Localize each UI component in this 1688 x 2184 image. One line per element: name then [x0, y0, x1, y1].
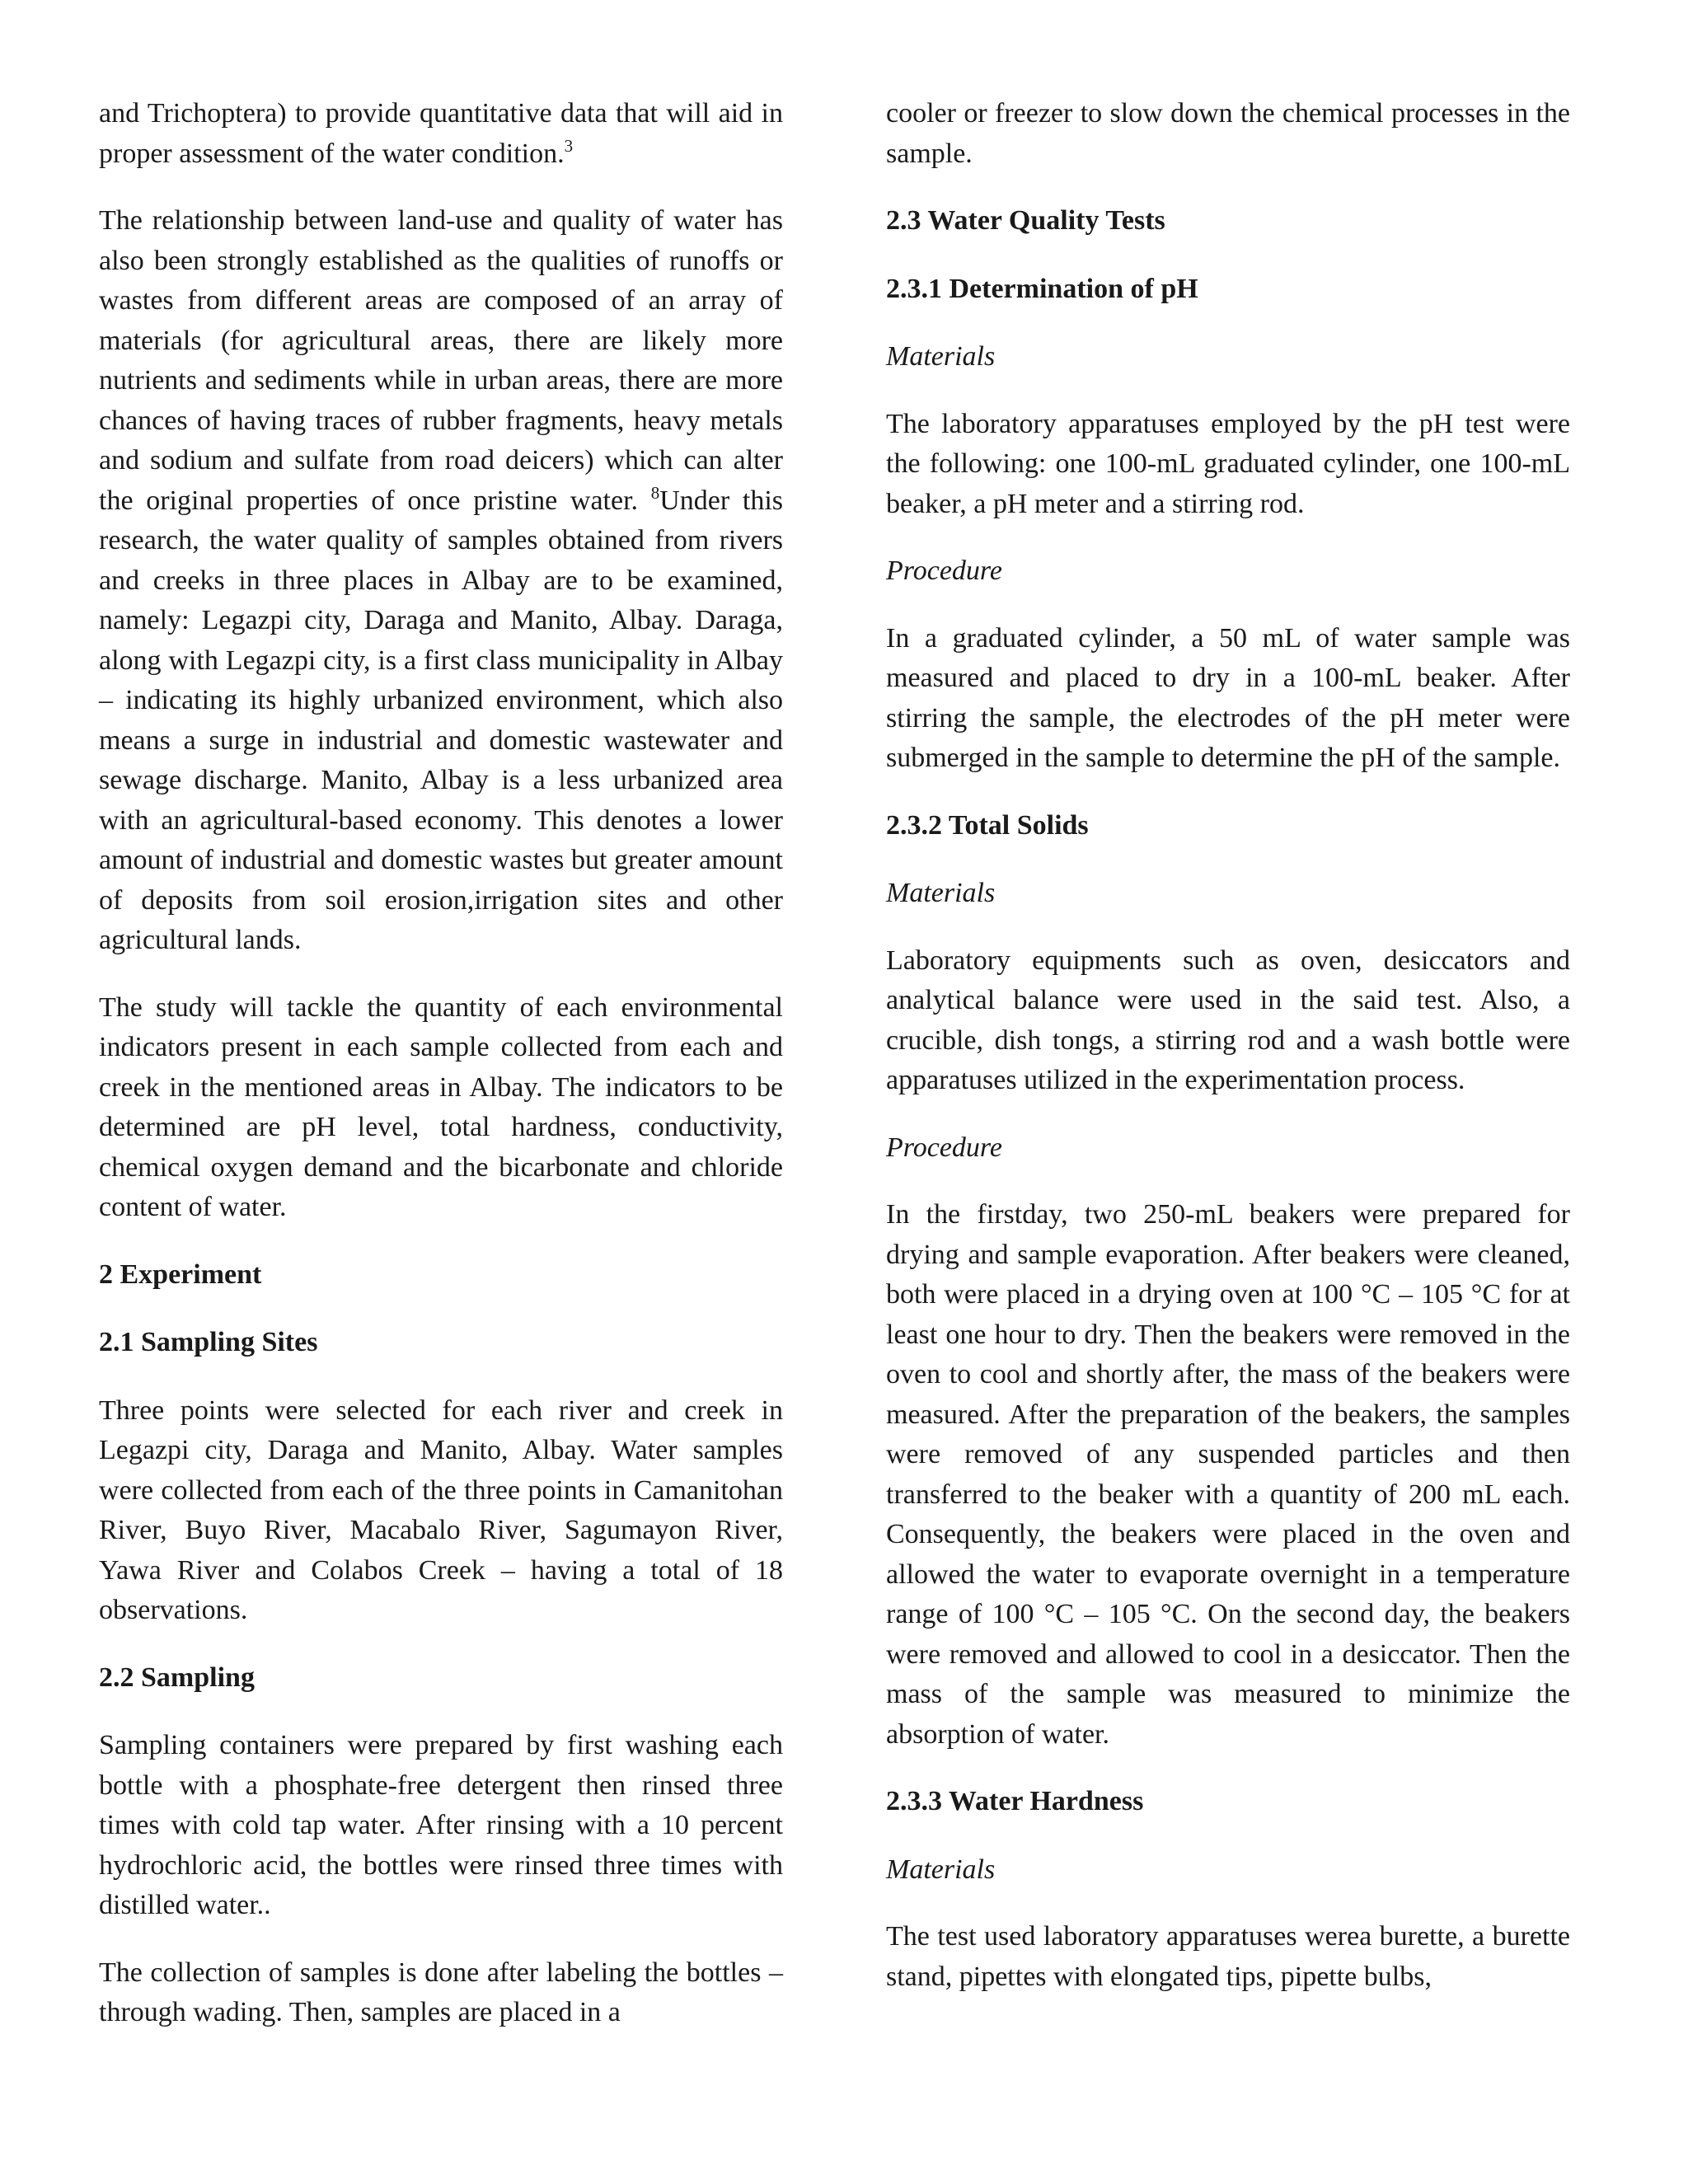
left-column	[99, 94, 783, 2060]
paragraph-ph-materials: The laboratory apparatuses employed by the pH test were the following: one 100-mL graduated cylinder, one 100-mL beaker, a pH meter and a stirring rod.	[886, 408, 1570, 519]
section-heading-sampling: 2.2 Sampling	[99, 1661, 255, 1693]
paragraph-sampling-sites: Three points were selected for each river and creek in Legazpi city, Daraga and Manito, Albay. Water samples were collected from each of the three points in Camanitohan River, Buyo River, Macabalo River, Sagumayon River, Yawa River and Colabos Creek – having a total of 18 observations.	[99, 1394, 783, 1625]
section-heading-sampling-sites: 2.1 Sampling Sites	[99, 1327, 318, 1357]
citation-superscript: 3	[564, 135, 574, 156]
paragraph-ph-procedure: In a graduated cylinder, a 50 mL of water sample was measured and placed to dry in a 100-mL beaker. After stirring the sample, the electrodes of the pH meter were submerged in the sample to determine the pH of the sample.	[886, 622, 1570, 773]
paragraph-continuation: and Trichoptera) to provide quantitative data that will aid in proper assessment of the water condition.$^3$	[99, 98, 783, 169]
section-heading-experiment: 2 Experiment	[99, 1258, 262, 1290]
subheading-materials: Materials	[886, 878, 996, 908]
paragraph-continuation: cooler or freezer to slow down the chemical processes in the sample.	[886, 98, 1570, 169]
paragraph-solids-materials: Laboratory equipments such as oven, desiccators and analytical balance were used in the said test. Also, a crucible, dish tongs, a stirring rod and a wash bottle were apparatuses utilized in the experimentation process.	[886, 944, 1570, 1095]
subheading-procedure: Procedure	[886, 555, 1002, 586]
section-heading-total-solids: 2.3.2 Total Solids	[886, 809, 1089, 841]
section-heading-ph: 2.3.1 Determination of pH	[886, 273, 1198, 304]
right-column	[886, 94, 1570, 2024]
paragraph-study-scope: The study will tackle the quantity of each environmental indicators present in each sample collected from each and creek in the mentioned areas in Albay. The indicators to be determined are pH level, total hardness, conductivity, chemical oxygen demand and the bicarbonate and chloride content of water.	[99, 991, 783, 1222]
citation-superscript: 8	[650, 482, 660, 503]
paragraph-sampling-containers: Sampling containers were prepared by first washing each bottle with a phosphate-free detergent then rinsed three times with cold tap water. After rinsing with a 10 percent hydrochloric acid, the bottles were rinsed three times with distilled water..	[99, 1730, 783, 1920]
subheading-materials: Materials	[886, 341, 996, 372]
paragraph-hardness-materials: The test used laboratory apparatuses werea burette, a burette stand, pipettes with elongated tips, pipette bulbs,	[886, 1921, 1570, 1992]
subheading-procedure: Procedure	[886, 1132, 1002, 1163]
paragraph-land-use: The relationship between land-use and quality of water has also been strongly established as the qualities of runoffs or wastes from different areas are composed of an array of materials (for agricultural areas, there are likely more nutrients and sediments while in urban areas, there are more chances of having traces of rubber fragments, heavy metals and sodium and sulfate from road deicers) which can alter the original properties of once pristine water. $^8$Under this research, the water quality of samples obtained from rivers and creeks in three places in Albay are to be examined, namely: Legazpi city, Daraga and Manito, Albay. Daraga, along with Legazpi city, is a first class municipality in Albay – indicating its highly urbanized environment, which also means a surge in industrial and domestic wastewater and sewage discharge. Manito, Albay is a less urbanized area with an agricultural-based economy. This denotes a lower amount of industrial and domestic wastes but greater amount of deposits from soil erosion,irrigation sites and other agricultural lands.	[99, 205, 784, 955]
paragraph-solids-procedure: In the firstday, two 250-mL beakers were prepared for drying and sample evaporation. After beakers were cleaned, both were placed in a drying oven at 100 °C – 105 °C for at least one hour to dry. Then the beakers were removed in the oven to cool and shortly after, the mass of the beakers were measured. After the preparation of the beakers, the samples were removed of any suspended particles and then transferred to the beaker with a quantity of 200 mL each. Consequently, the beakers were placed in the oven and allowed the water to evaporate overnight in a temperature range of 100 °C – 105 °C. On the second day, the beakers were removed and allowed to cool in a desiccator. Then the mass of the sample was measured to minimize the absorption of water.	[886, 1199, 1570, 1750]
section-heading-water-hardness: 2.3.3 Water Hardness	[886, 1786, 1144, 1816]
subheading-materials: Materials	[886, 1854, 996, 1885]
section-heading-water-quality-tests: 2.3 Water Quality Tests	[886, 205, 1165, 236]
paragraph-sample-collection: The collection of samples is done after labeling the bottles – through wading. Then, samples are placed in a	[99, 1957, 783, 2027]
